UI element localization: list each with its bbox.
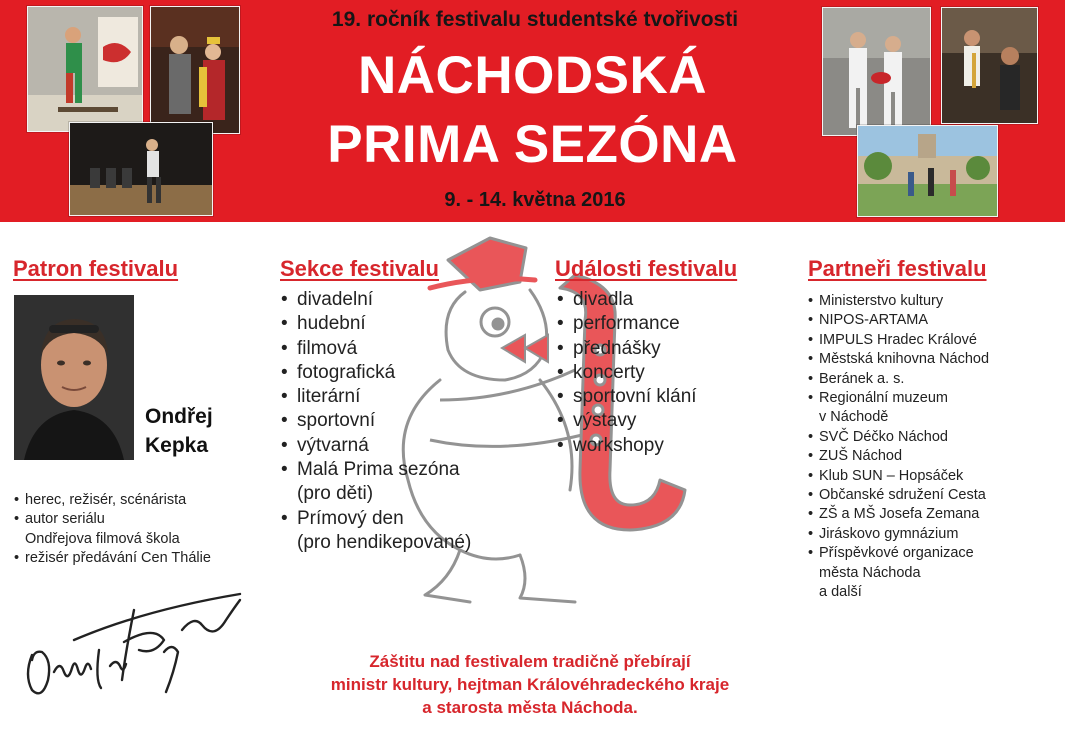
partners-list-item <box>808 408 989 427</box>
events-list-item <box>557 312 697 336</box>
sections-item-text: výtvarná <box>297 434 369 456</box>
bullet-icon: • <box>557 410 564 432</box>
bullet-icon: • <box>281 434 288 456</box>
sections-list-item <box>281 361 471 385</box>
bullet-icon: • <box>808 390 814 407</box>
partners-list-item <box>808 583 989 602</box>
patronage-line3: a starosta města Náchoda. <box>422 698 638 717</box>
events-list-item <box>557 337 697 361</box>
sections-item-text: Malá Prima sezóna <box>297 459 460 481</box>
partners-item-text: SVČ Déčko Náchod <box>819 428 948 445</box>
bullet-icon: • <box>281 361 288 383</box>
sections-item-text: (pro děti) <box>297 483 374 505</box>
partners-list-item <box>808 311 989 330</box>
events-list-item <box>557 288 697 312</box>
bullet-icon: • <box>557 434 564 456</box>
patron-list-item <box>14 510 211 529</box>
sections-list-item <box>281 458 471 482</box>
sections-list-item <box>281 337 471 361</box>
bullet-icon: • <box>281 337 288 359</box>
partners-list-item <box>808 292 989 311</box>
sections-list-item <box>281 409 471 433</box>
sections-item-text: sportovní <box>297 410 376 432</box>
sections-heading: Sekce festivalu <box>280 256 439 281</box>
partners-list-item <box>808 370 989 389</box>
sections-item-text: fotografická <box>297 361 396 383</box>
sections-list-item <box>281 531 471 555</box>
partners-item-text: ZŠ a MŠ Josefa Zemana <box>819 506 980 523</box>
partners-list-item <box>808 389 989 408</box>
partners-list-item <box>808 525 989 544</box>
sections-list <box>281 288 471 555</box>
bullet-icon: • <box>808 351 814 368</box>
sections-list-item <box>281 434 471 458</box>
partners-list-item <box>808 428 989 447</box>
events-heading: Události festivalu <box>555 256 738 281</box>
events-item-text: přednášky <box>573 337 661 359</box>
patron-photo <box>14 295 134 460</box>
header-banner <box>0 0 1065 222</box>
partners-list-item <box>808 505 989 524</box>
partners-item-text: města Náchoda <box>819 564 921 581</box>
bullet-icon: • <box>281 386 288 408</box>
partners-heading: Partneři festivalu <box>808 256 987 281</box>
partners-item-text: Příspěvkové organizace <box>819 545 974 562</box>
festival-title-line2: PRIMA SEZÓNA <box>327 115 738 174</box>
partners-list-item <box>808 447 989 466</box>
patron-details-list <box>14 491 211 569</box>
bullet-icon: • <box>808 370 814 387</box>
events-item-text: koncerty <box>573 361 645 383</box>
sections-list-item <box>281 482 471 506</box>
partners-item-text: Jiráskovo gymnázium <box>819 525 959 542</box>
partners-item-text: Městská knihovna Náchod <box>819 351 990 368</box>
sections-item-text: hudební <box>297 313 366 335</box>
patron-heading: Patron festivalu <box>13 256 179 281</box>
patron-list-item <box>14 530 211 549</box>
bullet-icon: • <box>808 506 814 523</box>
patron-list-item <box>14 491 211 510</box>
patron-name <box>145 402 213 460</box>
bullet-icon: • <box>808 525 814 542</box>
events-list-item <box>557 434 697 458</box>
bullet-icon: • <box>808 487 814 504</box>
partners-list-item <box>808 564 989 583</box>
patron-first-name: Ondřej <box>145 405 213 428</box>
bullet-icon: • <box>808 312 814 329</box>
sections-item-text: filmová <box>297 337 358 359</box>
patron-list-item <box>14 549 211 568</box>
bullet-icon: • <box>14 492 20 508</box>
events-item-text: výstavy <box>573 410 637 432</box>
partners-item-text: NIPOS-ARTAMA <box>819 312 929 329</box>
festival-date: 9. - 14. května 2016 <box>444 189 626 211</box>
partners-item-text: Beránek a. s. <box>819 370 905 387</box>
bullet-icon: • <box>557 386 564 408</box>
sections-list-item <box>281 312 471 336</box>
bullet-icon: • <box>808 467 814 484</box>
partners-list-item <box>808 350 989 369</box>
bullet-icon: • <box>14 511 20 528</box>
partners-list-item <box>808 486 989 505</box>
events-list-item <box>557 361 697 385</box>
patronage-line1: Záštitu nad festivalem tradičně přebírají <box>369 652 691 671</box>
sections-item-text: (pro hendikepované) <box>297 531 472 553</box>
bullet-icon: • <box>808 293 814 309</box>
bullet-icon: • <box>281 507 288 529</box>
patron-last-name: Kepka <box>145 434 209 457</box>
events-item-text: divadla <box>573 289 634 310</box>
bullet-icon: • <box>281 313 288 335</box>
events-list-item <box>557 409 697 433</box>
events-item-text: workshopy <box>573 434 664 456</box>
partners-item-text: Regionální muzeum <box>819 390 948 407</box>
bullet-icon: • <box>557 337 564 359</box>
bullet-icon: • <box>808 545 814 562</box>
partners-list-item <box>808 544 989 563</box>
patronage-line2: ministr kultury, hejtman Královéhradeckého kraje <box>330 675 730 694</box>
events-list-item <box>557 385 697 409</box>
partners-list-item <box>808 331 989 350</box>
sections-item-text: Prímový den <box>297 507 404 529</box>
patron-item-text: Ondřejova filmová škola <box>25 530 180 547</box>
partners-item-text: v Náchodě <box>819 409 889 426</box>
partners-list-item <box>808 467 989 486</box>
bullet-icon: • <box>557 361 564 383</box>
bullet-icon: • <box>281 289 288 310</box>
festival-subtitle: 19. ročník festivalu studentské tvořivosti <box>331 8 739 31</box>
partners-item-text: ZUŠ Náchod <box>819 448 903 465</box>
sections-list-item <box>281 507 471 531</box>
patron-item-text: režisér předávání Cen Thálie <box>25 550 211 567</box>
partners-item-text: Občanské sdružení Cesta <box>819 487 986 504</box>
sections-list-item <box>281 288 471 312</box>
bullet-icon: • <box>281 410 288 432</box>
patronage-statement <box>240 650 820 719</box>
bullet-icon: • <box>557 289 564 310</box>
patron-item-text: autor seriálu <box>25 511 105 528</box>
sections-list-item <box>281 385 471 409</box>
bullet-icon: • <box>557 313 564 335</box>
partners-item-text: Klub SUN – Hopsáček <box>819 467 964 484</box>
partners-item-text: Ministerstvo kultury <box>819 293 944 309</box>
partners-item-text: IMPULS Hradec Králové <box>819 331 977 348</box>
events-item-text: sportovní klání <box>573 386 697 408</box>
bullet-icon: • <box>14 550 20 567</box>
bullet-icon: • <box>281 459 288 481</box>
sections-item-text: literární <box>297 386 361 408</box>
patron-signature <box>14 580 244 700</box>
patron-item-text: herec, režisér, scénárista <box>25 492 187 508</box>
sections-item-text: divadelní <box>297 289 374 310</box>
partners-list <box>808 292 989 603</box>
bullet-icon: • <box>808 448 814 465</box>
bullet-icon: • <box>808 428 814 445</box>
bullet-icon: • <box>808 331 814 348</box>
partners-item-text: a další <box>819 584 862 601</box>
events-list <box>557 288 697 458</box>
events-item-text: performance <box>573 313 680 335</box>
festival-title-line1: NÁCHODSKÁ <box>358 46 707 105</box>
